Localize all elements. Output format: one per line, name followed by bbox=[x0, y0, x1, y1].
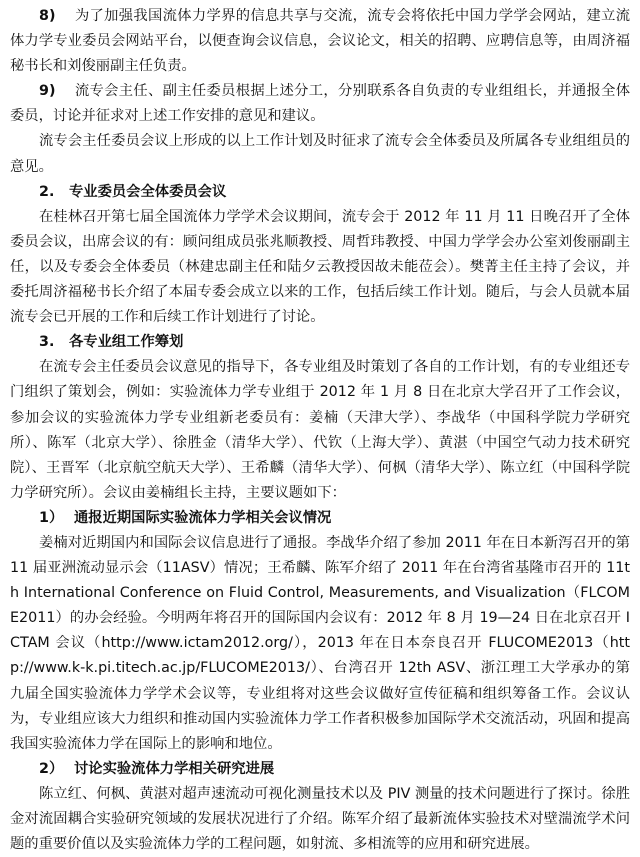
section-title: 各专业组工作筹划 bbox=[69, 334, 184, 351]
item-number: 9) bbox=[39, 83, 56, 100]
section-heading-3 bbox=[10, 330, 630, 355]
topic-title: 通报近期国际实验流体力学相关会议情况 bbox=[74, 509, 332, 526]
item-text: 为了加强我国流体力学界的信息共享与交流，流专会将依托中国力学学会网站，建立流体力学专业委员会网站平台，以便查询会议信息，会议论文，相关的招聘、应聘信息等，由周济福秘书长和刘俊丽副主任负责。 bbox=[10, 8, 630, 75]
closing-paragraph: 流专会主任委员会议上形成的以上工作计划及时征求了流专会全体委员及所属各专业组组员的意见。 bbox=[10, 133, 630, 175]
topic-title: 讨论实验流体力学相关研究进展 bbox=[74, 760, 275, 777]
section-title: 专业委员会全体委员会议 bbox=[69, 183, 227, 200]
section-3-paragraph: 在流专会主任委员会议意见的指导下，各专业组及时策划了各自的工作计划，有的专业组还专门组织了策划会，例如：实验流体力学专业组于 2012 年 1 月 8 日在北京大学召开了工作会议，参加会议的实验流体力学专业组新老委员有：姜楠（天津大学）、李战华（中国科学院力学研究所）、陈军（北京大学）、徐胜金（清华大学）、代钦（上海大学）、黄湛（中国空气动力技术研究院）、王晋军（北京航空航天大学）、王希麟（清华大学）、何枫（清华大学）、陈立红（中国科学院力学研究所）。会议由姜楠组长主持，主要议题如下： bbox=[10, 359, 630, 501]
section-2-paragraph: 在桂林召开第七届全国流体力学学术会议期间，流专会于 2012 年 11 月 11 日晚召开了全体委员会议，出席会议的有：顾问组成员张兆顺教授、周哲玮教授、中国力学学会办公室刘俊丽副主任，以及专委会全体委员（林建忠副主任和陆夕云教授因故未能莅会）。樊菁主任主持了会议，并委托周济福秘书长介绍了本届专委会成立以来的工作，包括后续工作计划。随后，与会人员就本届流专会已开展的工作和后续工作计划进行了讨论。 bbox=[10, 208, 630, 326]
section-number: 2. bbox=[39, 183, 55, 200]
topic-heading-1 bbox=[10, 506, 630, 531]
topic-1-paragraph: 姜楠对近期国内和国际会议信息进行了通报。李战华介绍了参加 2011 年在日本新泻召开的第 11 届亚洲流动显示会（11ASV）情况；王希麟、陈军介绍了 2011 年在台湾省基隆市召开的 11th International Conference on Fluid Control, Measurements, and Visualization（FLCOME2011）的办会经验。今明两年将召开的国际国内会议有：2012 年 8 月 19—24 日在北京召开 ICTAM 会议（http://www.ictam2012.org/），2013 年在日本奈良召开 FLUCOME2013（http://www.k-k.pi.titech.ac.jp/FLUCOME2013/）、台湾召开 12th ASV、浙江理工大学承办的第九届全国实验流体力学学术会议等，专业组将对这些会议做好宣传征稿和组织筹备工作。会议认为，专业组应该大力组织和推动国内实验流体力学工作者积极参加国际学术交流活动，巩固和提高我国实验流体力学在国际上的影响和地位。 bbox=[10, 534, 630, 752]
list-item-8 bbox=[10, 4, 630, 79]
section-number: 3. bbox=[39, 334, 55, 351]
topic-number: 2） bbox=[39, 760, 64, 777]
item-number: 8) bbox=[39, 8, 56, 24]
topic-number: 1） bbox=[39, 509, 64, 526]
section-heading-2 bbox=[10, 180, 630, 205]
topic-heading-2 bbox=[10, 757, 630, 782]
topic-2-paragraph: 陈立红、何枫、黄湛对超声速流动可视化测量技术以及 PIV 测量的技术问题进行了探讨。徐胜金对流固耦合实验研究领域的发展状况进行了介绍。陈军介绍了最新流体实验技术对壁湍流学术问题的重要价值以及实验流体力学的工程问题，如射流、多相流等的应用和研究进展。 bbox=[10, 785, 630, 853]
item-text: 流专会主任、副主任委员根据上述分工，分别联系各自负责的专业组组长，并通报全体委员，讨论并征求对上述工作安排的意见和建议。 bbox=[10, 83, 630, 125]
list-item-9 bbox=[10, 79, 630, 129]
